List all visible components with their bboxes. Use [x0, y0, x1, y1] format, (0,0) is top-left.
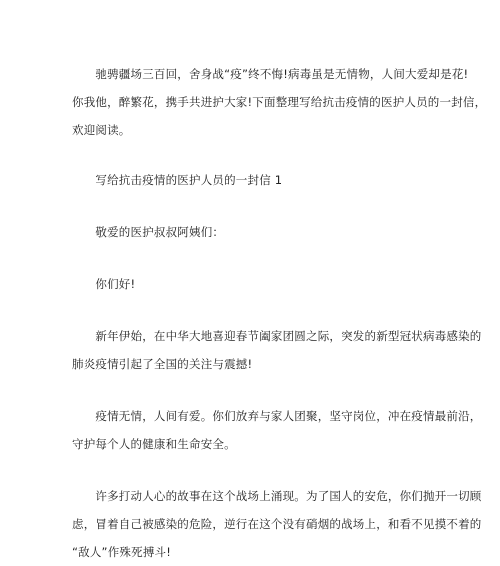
text-line: 你们好! — [72, 277, 136, 291]
greeting — [72, 270, 432, 298]
salutation — [72, 218, 432, 246]
paragraph-intro — [72, 60, 487, 144]
text-line: 驰骋疆场三百回，舍身战“疫”终不悔!病毒虽是无情物，人间大爱却是花! — [72, 67, 469, 81]
text-line: 肺炎疫情引起了全国的关注与震撼! — [72, 357, 253, 371]
text-line: 新年伊始，在中华大地喜迎春节阖家团圆之际，突发的新型冠状病毒感染的 — [72, 329, 482, 343]
letter-title — [72, 166, 432, 194]
text-line: 欢迎阅读。 — [72, 123, 131, 137]
text-line: 守护每个人的健康和生命安全。 — [72, 437, 236, 451]
text-line: 许多打动人心的故事在这个战场上涌现。为了国人的安危，你们抛开一切顾 — [72, 489, 482, 503]
paragraph-body-3 — [72, 482, 482, 566]
text-line: 敬爱的医护叔叔阿姨们： — [72, 225, 225, 239]
paragraph-body-2 — [72, 402, 482, 458]
text-line: 虑，冒着自己被感染的危险，逆行在这个没有硝烟的战场上，和看不见摸不着的 — [72, 517, 482, 531]
paragraph-body-1 — [72, 322, 482, 378]
text-line: 你我他，醉繁花，携手共进护大家!下面整理写给抗击疫情的医护人员的一封信， — [72, 95, 487, 109]
text-line: 写给抗击疫情的医护人员的一封信 1 — [72, 173, 283, 187]
text-line: “敌人”作殊死搏斗! — [72, 545, 172, 559]
text-line: 疫情无情，人间有爱。你们放弃与家人团聚，坚守岗位，冲在疫情最前沿， — [72, 409, 482, 423]
